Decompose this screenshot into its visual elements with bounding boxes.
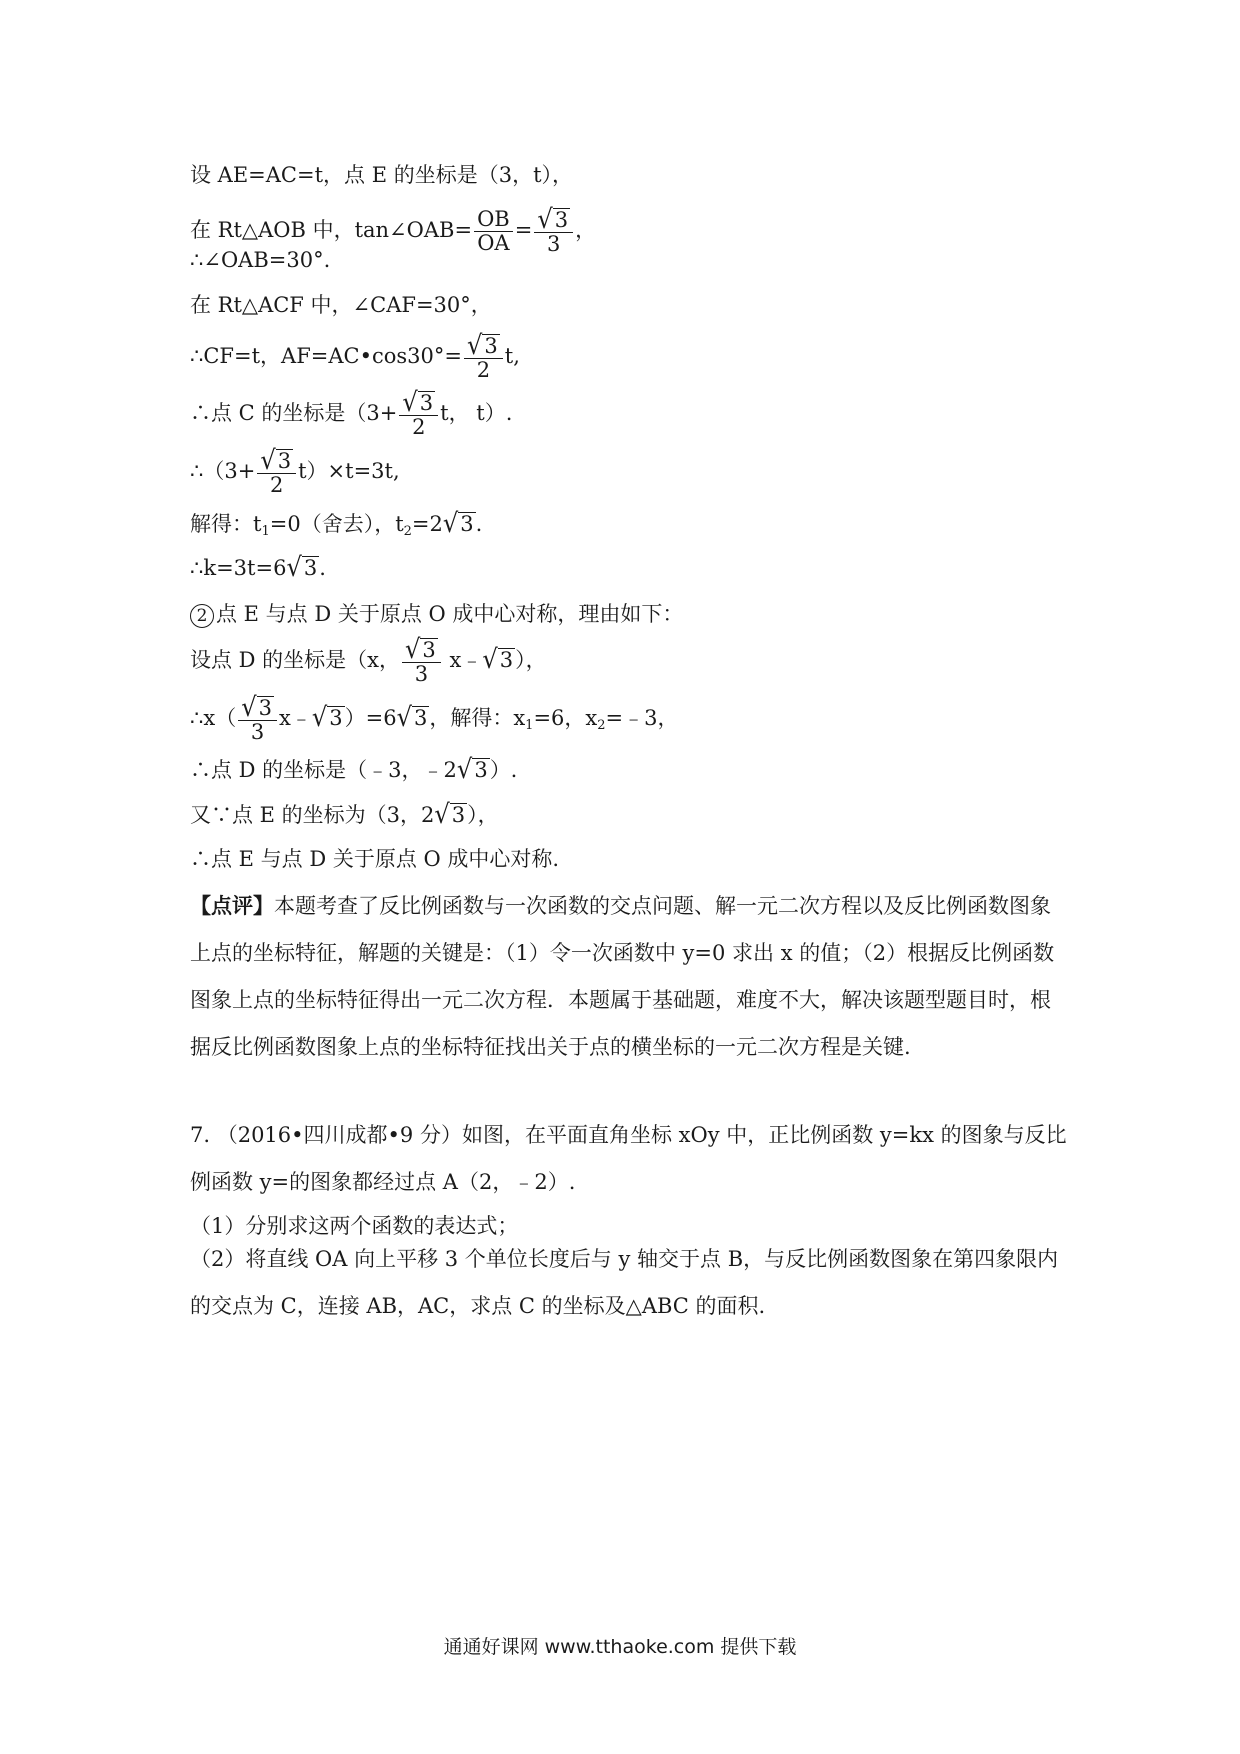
solution-line-6: ∴点 C 的坐标是（3+ √ 3 2 t， t）. (190, 386, 513, 439)
solution-line-10: 2 点 E 与点 D 关于原点 O 成中心对称，理由如下： (190, 597, 683, 631)
problem-7-question-2: （2）将直线 OA 向上平移 3 个单位长度后与 y 轴交于点 B，与反比例函数图象在第四象限内的交点为 C，连接 AB，AC，求点 C 的坐标及△ABC 的面积. (190, 1247, 1059, 1318)
sqrt-symbol: √ 3 (405, 633, 436, 665)
sqrt-symbol: √ 3 (311, 701, 343, 733)
sqrt-symbol: √ 3 (482, 643, 514, 675)
fraction-sqrt3-over-2: √ 3 2 (464, 333, 503, 381)
circled-number: 2 (190, 604, 214, 628)
solution-line-7: ∴（3+ √ 3 2 t）×t=3t, (190, 444, 400, 497)
solution-line-4: 在 Rt△ACF 中，∠CAF=30°， (190, 293, 492, 317)
fraction-sqrt3-over-2: √ 3 2 (399, 390, 438, 438)
fraction-sqrt3-over-3: √ 3 3 (402, 637, 441, 685)
fraction-sqrt3-over-3: √ 3 3 (238, 695, 277, 743)
sqrt-symbol: √ 3 (260, 444, 292, 476)
solution-line-15: ∴点 E 与点 D 关于原点 O 成中心对称. (190, 847, 560, 871)
sqrt-symbol: √ 3 (456, 753, 488, 785)
sqrt-symbol: √ 3 (434, 798, 466, 830)
fraction-sqrt3-over-2: √ 3 2 (257, 448, 296, 496)
comment-tag: 【点评】 (190, 893, 274, 918)
problem-7-question-1: （1）分别求这两个函数的表达式； (190, 1214, 519, 1238)
solution-line-9: ∴k=3t=6 √ 3 . (190, 551, 326, 583)
solution-line-5: ∴CF=t，AF=AC•cos30°= √ 3 2 t, (190, 329, 520, 382)
sqrt-symbol: √ 3 (467, 329, 498, 361)
solution-line-3: ∴∠OAB=30°. (190, 248, 331, 272)
comment-paragraph (190, 882, 1070, 1071)
fraction-ob-oa: $\frac{OB}{OA}$ (474, 208, 513, 254)
solution-line-11: 设点 D 的坐标是（x， √ 3 3 x﹣ √ 3 ）， (190, 633, 547, 686)
sqrt-symbol: √ 3 (396, 701, 428, 733)
footer-watermark: 通通好课网 www.tthaoke.com 提供下载 (443, 1636, 797, 1658)
solution-line-8: 解得：$t_1=0$（舍去），$t_2=2$ √ 3 . (190, 507, 483, 539)
solution-line-14: 又∵点 E 的坐标为（3，2 √ 3 ）， (190, 798, 499, 830)
solution-line-2: 在 Rt△AOB 中，tan∠OAB= $\frac{OB}{OA}$ = √ 3 3 ， (190, 203, 597, 256)
sqrt-symbol: √ 3 (241, 691, 272, 723)
sqrt-symbol: √ 3 (442, 507, 474, 539)
sqrt-symbol: √ 3 (402, 386, 434, 418)
fraction-sqrt3-over-3: √ 3 3 (534, 207, 573, 255)
sqrt-symbol: √ 3 (537, 203, 569, 235)
comment-text: 本题考查了反比例函数与一次函数的交点问题、解一元二次方程以及反比例函数图象上点的坐标特征，解题的关键是：（1）令一次函数中 y=0 求出 x 的值；（2）根据反比例函数图象上点的坐标特征得出一元二次方程．本题属于基础题，难度不大，解决该题型题目时，根据反比例函数图象上点的坐标特征找出关于点的横坐标的一元二次方程是关键. (190, 894, 1055, 1059)
solution-line-13: ∴点 D 的坐标是（﹣3，﹣2 √ 3 ）. (190, 753, 518, 785)
solution-line-1: 设 AE=AC=t，点 E 的坐标是（3，t）， (190, 163, 574, 187)
sqrt-symbol: √ 3 (286, 551, 318, 583)
problem-7-stem: 7. （2016•四川成都•9 分）如图，在平面直角坐标 xOy 中，正比例函数 y=kx 的图象与反比例函数 y=的图象都经过点 A（2，﹣2）. (190, 1123, 1067, 1194)
solution-line-12: ∴x（ √ 3 3 x﹣ √ 3 ）=6 √ 3 ，解得：$x_1=6$，$x_2=﹣3$， (190, 691, 679, 744)
